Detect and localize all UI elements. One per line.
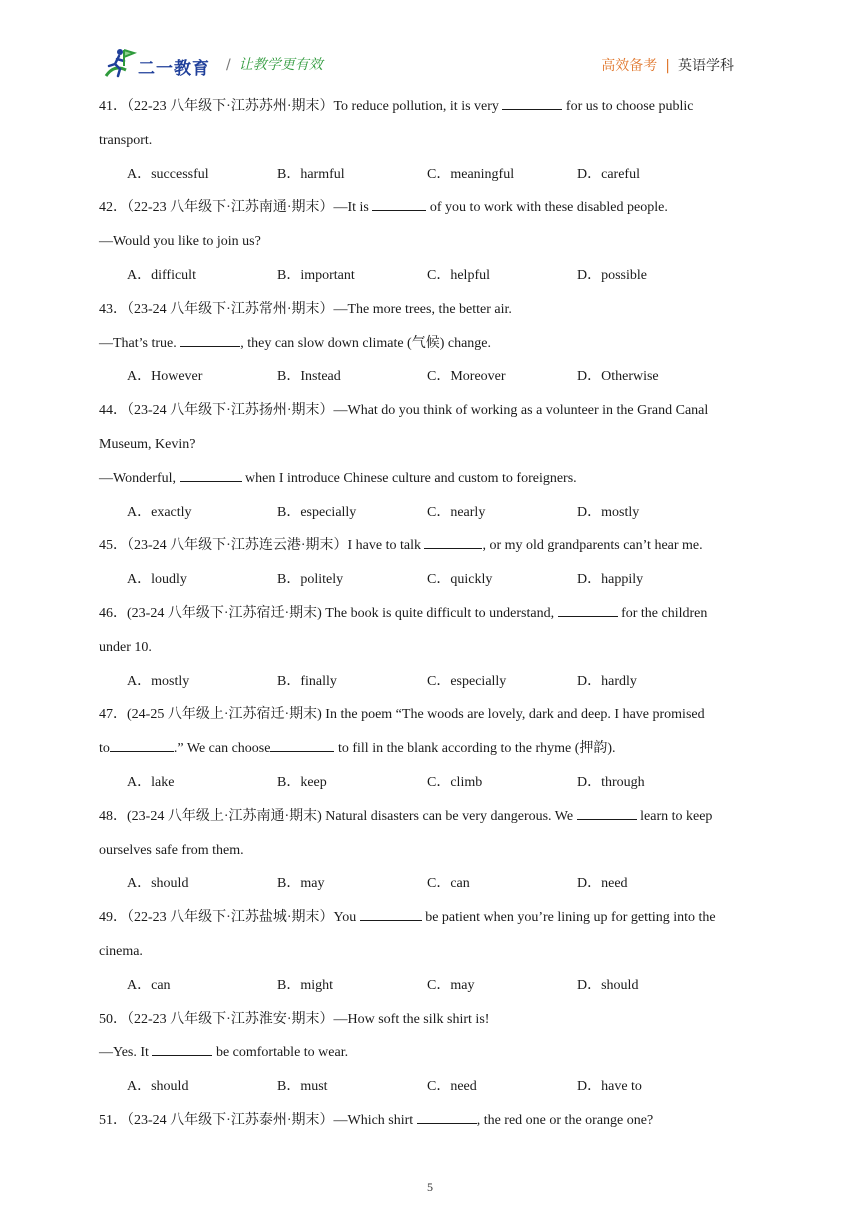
answer-option: C．helpful [427, 267, 490, 283]
brand-logo [104, 46, 224, 80]
question-line [99, 529, 763, 563]
question-line [99, 631, 763, 665]
question-text: , the red one or the orange one? [476, 1112, 654, 1128]
answer-option: D．have to [577, 1079, 642, 1095]
answer-option: C．quickly [427, 572, 493, 588]
question-line [99, 1003, 763, 1037]
question-text: be comfortable to wear. [212, 1045, 349, 1061]
question-line [99, 1036, 763, 1070]
answer-option: B．Instead [277, 369, 341, 385]
question-line [99, 90, 763, 124]
question-line [99, 428, 763, 462]
header-right: 高效备考 | 英语学科 [601, 58, 734, 74]
question-line [99, 124, 763, 158]
question [99, 1104, 763, 1138]
answer-option: B．might [277, 977, 334, 993]
question-text: when I introduce Chinese culture and custom to foreigners. [241, 470, 577, 486]
answer-option: D．careful [577, 166, 640, 182]
answer-option: C．can [427, 876, 470, 892]
question-text: —Wonderful, [99, 470, 180, 486]
question-line [99, 597, 763, 631]
answer-option: C．climb [427, 774, 483, 790]
question-line [99, 327, 763, 361]
question [99, 90, 763, 191]
question-text: for us to choose public [562, 99, 694, 114]
question-text: —Would you like to join us? [99, 234, 261, 250]
slogan-text: 让教学更有效 [238, 57, 323, 73]
question-text: transport. [99, 132, 153, 148]
options-row [99, 496, 763, 530]
question-text: 50．（22-23 八年级下·江苏淮安·期末）—How soft the silk shirt is! [99, 1011, 490, 1027]
answer-option: A．difficult [127, 267, 196, 283]
question-line [99, 732, 763, 766]
answer-blank [417, 1122, 477, 1124]
logo-text: 二一教育 [138, 59, 210, 79]
question [99, 293, 763, 394]
question-text: to [99, 741, 110, 757]
question-text: ourselves safe from them. [99, 842, 244, 858]
question-line [99, 191, 763, 225]
answer-blank [558, 615, 618, 617]
options-row [99, 665, 763, 699]
options-row [99, 259, 763, 293]
page-header [0, 0, 860, 90]
question [99, 901, 763, 1002]
question-text: 49．（22-23 八年级下·江苏盐城·期末）You [99, 910, 360, 926]
answer-option: D．hardly [577, 673, 637, 689]
question-text: for the children [617, 605, 708, 621]
answer-option: A．exactly [127, 504, 192, 520]
answer-option: A．However [127, 369, 203, 385]
answer-option: B．especially [277, 504, 357, 520]
answer-option: D．happily [577, 572, 644, 588]
question-text: , or my old grandparents can’t hear me. [482, 538, 703, 554]
question [99, 597, 763, 698]
answer-option: B．important [277, 267, 355, 283]
answer-blank [502, 108, 562, 110]
question-line [99, 901, 763, 935]
question-line [99, 225, 763, 259]
question-text: —Yes. It [99, 1045, 153, 1061]
question-line [99, 800, 763, 834]
answer-option: C．may [427, 977, 475, 993]
answer-option: B．may [277, 876, 325, 892]
answer-option: C．meaningful [427, 166, 515, 182]
answer-option: A．can [127, 977, 171, 993]
answer-option: A．should [127, 1079, 189, 1095]
question-text: be patient when you’re lining up for getting into the [421, 910, 716, 926]
question-text: 48．(23-24 八年级上·江苏南通·期末) Natural disasters can be very dangerous. We [99, 808, 577, 824]
question [99, 800, 763, 901]
answer-option: A．lake [127, 774, 175, 790]
answer-option: D．through [577, 774, 645, 790]
subject-label: 英语学科 [678, 58, 734, 74]
question-text: 41．（22-23 八年级下·江苏苏州·期末）To reduce pollution, it is very [99, 99, 503, 114]
options-row [99, 360, 763, 394]
answer-option: C．nearly [427, 504, 486, 520]
answer-option: B．harmful [277, 166, 345, 182]
answer-blank [372, 209, 426, 211]
question [99, 394, 763, 529]
question-text: —That’s true. [99, 335, 181, 351]
question-line [99, 462, 763, 496]
options-row [99, 969, 763, 1003]
answer-option: C．Moreover [427, 369, 506, 385]
answer-option: B．politely [277, 572, 344, 588]
question-line [99, 935, 763, 969]
question [99, 1003, 763, 1104]
answer-blank [110, 750, 174, 752]
answer-option: B．keep [277, 774, 327, 790]
question-line [99, 1104, 763, 1138]
answer-option: D．should [577, 977, 639, 993]
answer-option: B．must [277, 1079, 328, 1095]
question-text: 44．（23-24 八年级下·江苏扬州·期末）—What do you think of working as a volunteer in the Grand Canal [99, 403, 709, 419]
question-text: 45．（23-24 八年级下·江苏连云港·期末）I have to talk [99, 538, 425, 554]
question-text: under 10. [99, 639, 152, 655]
answer-option: C．especially [427, 673, 507, 689]
answer-blank [360, 919, 422, 921]
question-text: 43．（23-24 八年级下·江苏常州·期末）—The more trees, the better air. [99, 301, 512, 317]
question-text: 46．(23-24 八年级下·江苏宿迁·期末) The book is quite difficult to understand, [99, 605, 558, 621]
answer-option: A．successful [127, 166, 209, 182]
slogan: / 让教学更有效 [226, 57, 323, 73]
question-text: .” We can choose [173, 741, 271, 757]
prep-label: 高效备考 [601, 58, 658, 74]
question [99, 191, 763, 292]
answer-option: C．need [427, 1079, 477, 1095]
answer-blank [577, 818, 637, 820]
runner-flag-icon [104, 46, 138, 80]
options-row [99, 563, 763, 597]
question-list [99, 90, 763, 1138]
question-text: 51．（23-24 八年级下·江苏泰州·期末）—Which shirt [99, 1112, 417, 1128]
answer-option: D．mostly [577, 504, 640, 520]
options-row [99, 867, 763, 901]
answer-option: A．mostly [127, 673, 190, 689]
options-row [99, 1070, 763, 1104]
answer-blank [152, 1054, 212, 1056]
question-line [99, 394, 763, 428]
question-text: to fill in the blank according to the rhyme (押韵). [334, 741, 616, 757]
answer-option: B．finally [277, 673, 337, 689]
answer-option: D．Otherwise [577, 369, 659, 385]
question-line [99, 698, 763, 732]
answer-option: D．need [577, 876, 628, 892]
answer-blank [180, 345, 240, 347]
question [99, 529, 763, 597]
answer-blank [180, 480, 242, 482]
question-line [99, 293, 763, 327]
options-row [99, 158, 763, 192]
answer-option: A．should [127, 876, 189, 892]
question [99, 698, 763, 799]
question-text: of you to work with these disabled people. [426, 200, 668, 216]
question-text: cinema. [99, 943, 143, 959]
question-text: learn to keep [636, 808, 713, 824]
question-text: Museum, Kevin? [99, 436, 196, 452]
answer-option: D．possible [577, 267, 647, 283]
question-text: 47．(24-25 八年级上·江苏宿迁·期末) In the poem “The woods are lovely, dark and deep. I have promised [99, 707, 705, 723]
page-number: 5 [427, 1180, 433, 1194]
answer-blank [424, 547, 482, 549]
question-line [99, 834, 763, 868]
answer-blank [270, 750, 334, 752]
answer-option: A．loudly [127, 572, 187, 588]
question-text: , they can slow down climate (气候) change. [240, 335, 492, 351]
options-row [99, 766, 763, 800]
question-text: 42．（22-23 八年级下·江苏南通·期末）—It is [99, 200, 373, 216]
